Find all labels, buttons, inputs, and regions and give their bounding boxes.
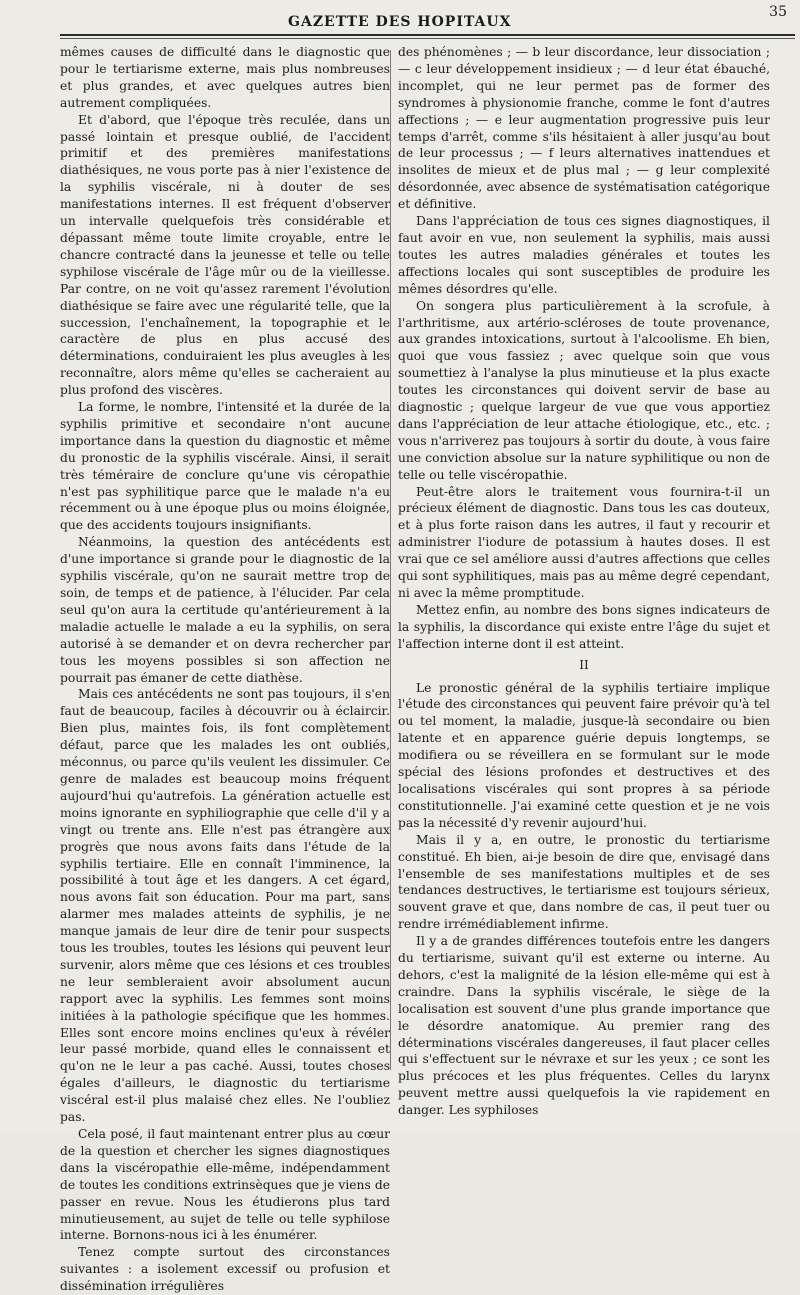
paragraph: des phénomènes ; — b leur discordance, leur dissociation ; — c leur développement insidieux ; — d leur état ébauché, incomplet, qui ne leur permet pas de former des syndromes à physionomie franche, comme le font d'autres affections ; — e leur augmentation progressive puis leur temps d'arrêt, comme s'ils hésitaient à aller jusqu'au bout de leur processus ; — f leurs alternatives inattendues et insolites de mieux et de plus mal ; — g leur complexité désordonnée, avec absence de systématisation catégorique et définitive.	[398, 45, 770, 212]
paragraph: Peut-être alors le traitement vous fournira-t-il un précieux élément de diagnostic. Dans tous les cas douteux, et à plus forte raison dans les autres, il faut y recourir et administrer l'iodure de potassium à hautes doses. Il est vrai que ce sel améliore aussi d'autres affections que celles qui sont syphilitiques, mais pas au même degré cependant, ni avec la même promptitude.	[398, 484, 770, 600]
paragraph: Mais ces antécédents ne sont pas toujours, il s'en faut de beaucoup, faciles à découvrir ou à éclaircir. Bien plus, maintes fois, ils font complètement défaut, parce que les malades les ont oubliés, méconnus, ou parce qu'ils veulent les dissimuler. Ce genre de malades est beaucoup moins fréquent aujourd'hui qu'autrefois. La génération actuelle est moins ignorante en syphiliographie que celle d'il y a vingt ou trente ans. Elle n'est pas étrangère aux progrès que nous avons faits dans l'étude de la syphilis tertiaire. Elle en connaît l'imminence, la possibilité à tout âge et les dangers. A cet égard, nous avons fait son éducation. Pour ma part, sans alarmer mes malades atteints de syphilis, je ne manque jamais de leur dire de tenir pour suspects tous les troubles, toutes les lésions qui peuvent leur survenir, alors même que ces lésions et ces troubles ne leur sembleraient avoir absolument aucun rapport avec la syphilis. Les femmes sont moins initiées à la pathologie spécifique que les hommes. Elles sont encore moins enclines qu'eux à révéler leur passé morbide, quand elles le connaissent et qu'on ne le leur a pas caché. Aussi, toutes choses égales d'ailleurs, le diagnostic du tertiarisme viscéral est-il plus malaisé chez elles. Ne l'oubliez pas.	[60, 687, 390, 1125]
right-column	[398, 44, 770, 1119]
paragraph: Mettez enfin, au nombre des bons signes indicateurs de la syphilis, la discordance qui existe entre l'âge du sujet et l'affection interne dont il est atteint.	[398, 602, 770, 651]
paragraph: On songera plus particulièrement à la scrofule, à l'arthritisme, aux artério-scléroses de toute provenance, aux grandes intoxications, surtout à l'alcoolisme. Eh bien, quoi que vous fassiez ; avec quelque soin que vous soumettiez à l'analyse la plus minutieuse et la plus exacte toutes les circonstances qui doivent servir de base au diagnostic ; quelque largeur de vue que vous apportiez dans l'appréciation de leur attache étiologique, etc., etc. ; vous n'arriverez pas toujours à sortir du doute, à vous faire une conviction absolue sur la nature syphilitique ou non de telle ou telle viscéropathie.	[398, 298, 770, 482]
paragraph: Et d'abord, que l'époque très reculée, dans un passé lointain et presque oublié, de l'accident primitif et des premières manifestations diathésiques, ne vous porte pas à nier l'existence de la syphilis viscérale, ni à douter de ses manifestations internes. Il est fréquent d'observer un intervalle quelquefois très considérable et dépassant même toute limite croyable, entre le chancre contracté dans la jeunesse et telle ou telle syphilose viscérale de l'âge mûr ou de la vieillesse. Par contre, on ne voit qu'assez rarement l'évolution diathésique se faire avec une régularité telle, que la succession, l'enchaînement, la topographie et le caractère de plus en plus accusé des déterminations, conduiraient les plus aveugles à les reconnaître, alors même qu'elles se cacheraient au plus profond des viscères.	[60, 112, 390, 398]
paragraph: La forme, le nombre, l'intensité et la durée de la syphilis primitive et secondaire n'ont aucune importance dans la question du diagnostic et même du pronostic de la syphilis viscérale. Ainsi, il serait très téméraire de conclure qu'une vis céropathie n'est pas syphilitique parce que le malade n'a eu récemment ou à une époque plus ou moins éloignée, que des accidents toujours insignifiants.	[60, 400, 390, 533]
page-header	[60, 6, 795, 40]
header-rule	[60, 34, 795, 36]
paragraph: Le pronostic général de la syphilis tertiaire implique l'étude des circonstances qui peuvent faire prévoir qu'à tel ou tel moment, la maladie, jusque-là secondaire ou bien latente et en apparence guérie depuis longtemps, se modifiera ou se réveillera en se formulant sur le mode spécial des lésions profondes et destructives et des localisations viscérales qui sont propres à sa période constitutionnelle. J'ai examiné cette question et je ne vois pas la nécessité d'y revenir aujourd'hui.	[398, 680, 770, 830]
left-column	[60, 44, 390, 1295]
journal-title: GAZETTE DES HOPITAUX	[288, 14, 512, 30]
section-number: II	[579, 657, 589, 672]
header-rule-thin	[60, 38, 795, 39]
paragraph: Néanmoins, la question des antécédents est d'une importance si grande pour le diagnostic de la syphilis viscérale, qu'on ne saurait mettre trop de soin, de temps et de patience, à l'élucider. Par cela seul qu'on aura la certitude qu'antérieurement à la maladie actuelle le malade a eu la syphilis, on sera autorisé à se demander et on devra rechercher par tous les moyens possibles si son affection ne pourrait pas émaner de cette diathèse.	[60, 535, 390, 685]
paragraph: Mais il y a, en outre, le pronostic du tertiarisme constitué. Eh bien, ai-je besoin de dire que, envisagé dans l'ensemble de ses manifestations multiples et de ses tendances destructives, le tertiarisme est toujours sérieux, souvent grave et que, dans nombre de cas, il peut tuer ou rendre irrémédiablement infirme.	[398, 832, 770, 932]
column-divider	[390, 50, 391, 1070]
paragraph: Tenez compte surtout des circonstances suivantes : a isolement excessif ou profusion et dissémination irrégulières	[60, 1245, 390, 1294]
paragraph: Dans l'appréciation de tous ces signes diagnostiques, il faut avoir en vue, non seulement la syphilis, mais aussi toutes les autres maladies générales et toutes les affections locales qui sont susceptibles de produire les mêmes désordres qu'elle.	[398, 214, 770, 296]
paragraph: mêmes causes de difficulté dans le diagnostic que pour le tertiarisme externe, mais plus nombreuses et plus grandes, et avec quelques autres bien autrement compliquées.	[60, 45, 390, 110]
paragraph: Il y a de grandes différences toutefois entre les dangers du tertiarisme, suivant qu'il est externe ou interne. Au dehors, c'est la malignité de la lésion elle-même qui est à craindre. Dans la syphilis viscérale, le siège de la localisation est souvent d'une plus grande importance que le désordre anatomique. Au premier rang des déterminations viscérales dangereuses, il faut placer celles qui s'effectuent sur le névraxe et sur les yeux ; ce sont les plus précoces et les plus fréquentes. Celles du larynx peuvent mettre aussi quelquefois la vie rapidement en danger. Les syphiloses	[398, 934, 770, 1118]
page-number: 35	[769, 4, 787, 20]
paragraph: Cela posé, il faut maintenant entrer plus au cœur de la question et chercher les signes diagnostiques dans la viscéropathie elle-même, indépendamment de toutes les conditions extrinsèques que je viens de passer en revue. Nous les étudierons plus tard minutieusement, au sujet de telle ou telle syphilose interne. Bornons-nous ici à les énumérer.	[60, 1127, 390, 1243]
